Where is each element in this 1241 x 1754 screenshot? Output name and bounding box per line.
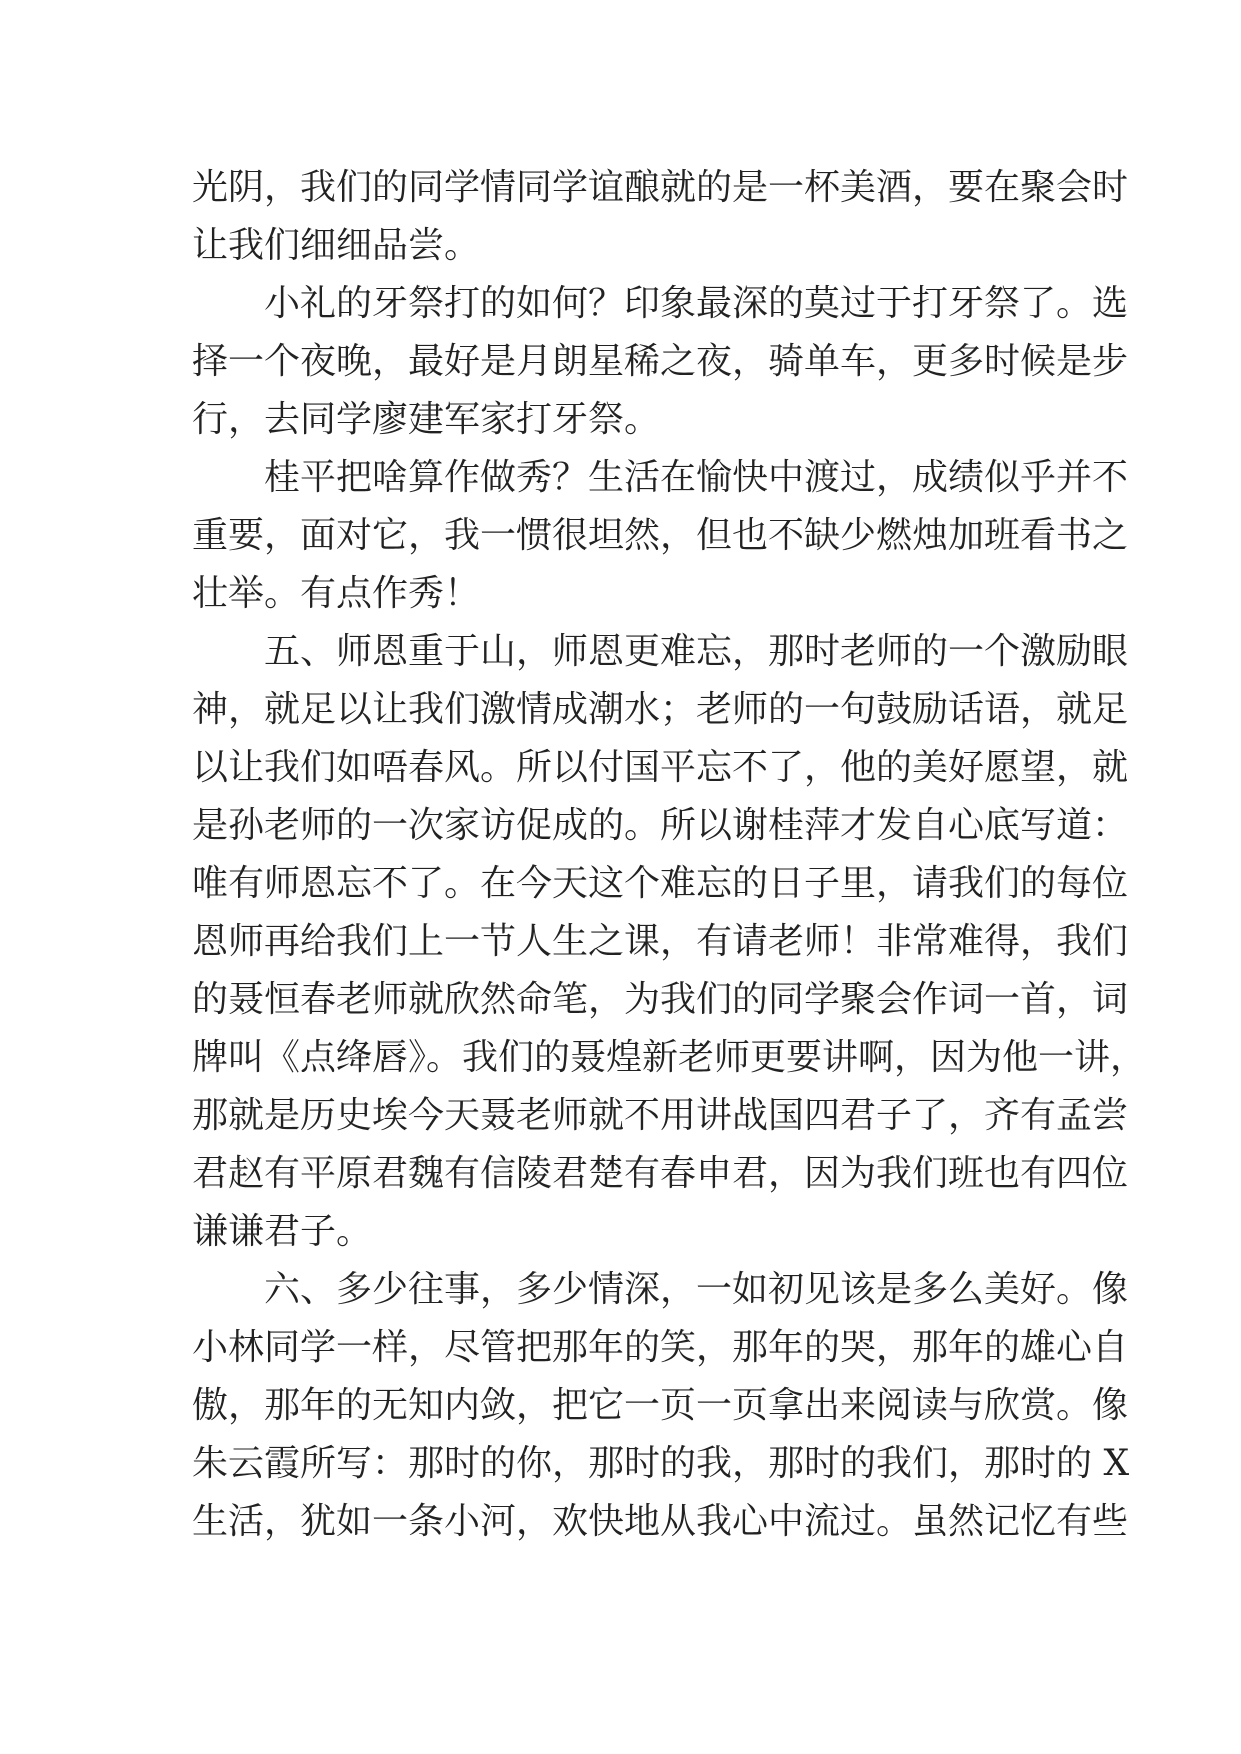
text-line: 君赵有平原君魏有信陵君楚有春申君，因为我们班也有四位 — [192, 1153, 1129, 1194]
paragraph-first-line: 六、多少往事，多少情深，一如初见该是多么美好。像 — [264, 1269, 1129, 1310]
text-line: 生活，犹如一条小河，欢快地从我心中流过。虽然记忆有些 — [192, 1501, 1129, 1542]
text-line: 光阴，我们的同学情同学谊酿就的是一杯美酒，要在聚会时 — [192, 167, 1129, 208]
text-line: 重要，面对它，我一惯很坦然，但也不缺少燃烛加班看书之 — [192, 515, 1129, 556]
paragraph-first-line: 五、师恩重于山，师恩更难忘，那时老师的一个激励眼 — [264, 631, 1129, 672]
paragraph-first-line: 小礼的牙祭打的如何？印象最深的莫过于打牙祭了。选 — [264, 283, 1129, 324]
body-text — [192, 159, 1147, 1551]
text-line: 神，就足以让我们激情成潮水；老师的一句鼓励话语，就足 — [192, 689, 1129, 730]
text-line: 朱云霞所写：那时的你，那时的我，那时的我们，那时的 X — [192, 1443, 1130, 1484]
text-line: 行，去同学廖建军家打牙祭。 — [192, 399, 661, 440]
paragraph-first-line: 桂平把啥算作做秀？生活在愉快中渡过，成绩似乎并不 — [264, 457, 1129, 498]
text-line: 择一个夜晚，最好是月朗星稀之夜，骑单车，更多时候是步 — [192, 341, 1129, 382]
text-line: 唯有师恩忘不了。在今天这个难忘的日子里，请我们的每位 — [192, 863, 1129, 904]
text-line: 恩师再给我们上一节人生之课，有请老师！非常难得，我们 — [192, 921, 1129, 962]
text-line: 傲，那年的无知内敛，把它一页一页拿出来阅读与欣赏。像 — [192, 1385, 1129, 1426]
text-line: 是孙老师的一次家访促成的。所以谢桂萍才发自心底写道： — [192, 805, 1129, 846]
text-line: 那就是历史埃今天聂老师就不用讲战国四君子了，齐有孟尝 — [192, 1095, 1129, 1136]
text-line: 谦谦君子。 — [192, 1211, 373, 1252]
text-line: 让我们细细品尝。 — [192, 225, 481, 266]
text-line: 牌叫《点绛唇》。我们的聂煌新老师更要讲啊，因为他一讲， — [192, 1037, 1147, 1078]
text-line: 壮举。有点作秀！ — [192, 573, 481, 614]
text-line: 的聂恒春老师就欣然命笔，为我们的同学聚会作词一首，词 — [192, 979, 1129, 1020]
text-line: 小林同学一样，尽管把那年的笑，那年的哭，那年的雄心自 — [192, 1327, 1129, 1368]
text-line: 以让我们如唔春风。所以付国平忘不了，他的美好愿望，就 — [192, 747, 1129, 788]
